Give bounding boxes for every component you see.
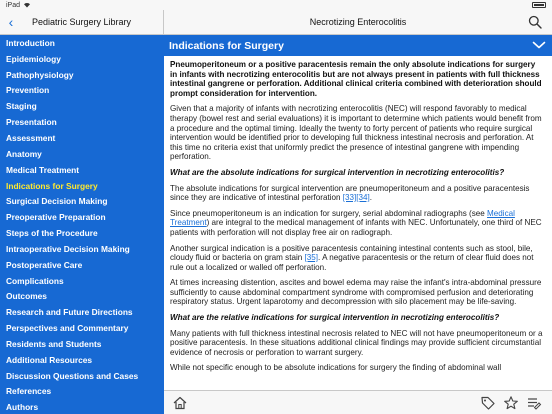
battery-icon <box>532 2 546 8</box>
paragraph-text: . <box>369 193 373 203</box>
section-header[interactable] <box>164 35 552 56</box>
status-right <box>532 2 546 8</box>
sidebar-item-preoperative-preparation[interactable]: Preoperative Preparation <box>6 212 106 223</box>
body-paragraph <box>170 244 544 273</box>
paragraph-text: ) are integral to the medical management of infants with NEC. Unfortunately, one third of NEC patients with perforation will not display free air on radiograph. <box>170 218 542 237</box>
article-content[interactable] <box>164 35 552 390</box>
sidebar-item-epidemiology[interactable]: Epidemiology <box>6 53 61 64</box>
sidebar-item-steps-of-the-procedure[interactable]: Steps of the Procedure <box>6 228 98 239</box>
device-label: iPad <box>6 1 21 9</box>
sidebar-item-postoperative-care[interactable]: Postoperative Care <box>6 259 83 270</box>
status-bar <box>0 0 552 10</box>
body-paragraph: At times increasing distention, ascites and bowel edema may raise the infant's intra-abdominal pressure sufficiently to cause abdominal compartment syndrome with compromised perfusion and deteriorating respiratory status. Urgent laparotomy and decompression with silo placement may be life-saving. <box>170 278 542 307</box>
body-paragraph: Given that a majority of infants with necrotizing enterocolitis (NEC) will respond favorably to medical therapy (bowel rest and serial evaluations) it is important to determine which patients would benefit from a procedure and the optimal timing. Ideally the twenty to forty percent of patients who require surgical intervention would be identified prior to developing full thickness intestinal necrosis and perforation. At this time no criteria exist that uniformly predict the presence of intestinal gangrene with impending perforation. <box>170 104 542 162</box>
sidebar-item-pathophysiology[interactable]: Pathophysiology <box>6 69 74 80</box>
sidebar-item-additional-resources[interactable]: Additional Resources <box>6 354 93 365</box>
body-paragraph <box>170 184 544 203</box>
sidebar-item-residents-and-students[interactable]: Residents and Students <box>6 338 102 349</box>
sidebar-item-assessment[interactable]: Assessment <box>6 132 56 143</box>
sidebar-item-medical-treatment[interactable]: Medical Treatment <box>6 164 80 175</box>
reference-link[interactable]: [34] <box>356 193 370 203</box>
section-title: Indications for Surgery <box>169 39 284 52</box>
paragraph-text: Since pneumoperitoneum is an indication for surgery, serial abdominal radiographs (see <box>170 208 488 218</box>
paragraph-text: Another surgical indication is a positive paracentesis containing intestinal contents such as stool, bile, cloudy fluid or bacteria on gram stain <box>170 243 533 263</box>
sidebar-item-presentation[interactable]: Presentation <box>6 117 57 128</box>
sidebar-item-staging[interactable]: Staging <box>6 101 37 112</box>
body-paragraph <box>170 209 544 238</box>
back-chevron-icon[interactable]: ‹ <box>8 14 14 30</box>
sidebar-item-introduction[interactable]: Introduction <box>6 37 55 48</box>
star-icon[interactable] <box>503 395 519 411</box>
bottom-toolbar <box>164 390 552 414</box>
body-paragraph: Many patients with full thickness intestinal necrosis related to NEC will not have pneumoperitoneum or a positive paracentesis. In these situations additional clinical findings may provide sufficient circumstantial evidence of necrosis or perforation to warrant surgery. <box>170 328 543 357</box>
library-title: Pediatric Surgery Library <box>31 17 132 27</box>
search-icon[interactable] <box>528 15 542 29</box>
home-icon[interactable] <box>172 395 188 411</box>
body-paragraph: While not specific enough to be absolute indications for surgery the finding of abdominal wall <box>170 363 502 373</box>
library-nav-bar <box>0 10 164 35</box>
tag-icon[interactable] <box>480 395 496 411</box>
sidebar-item-references[interactable]: References <box>6 386 52 397</box>
sidebar-item-research-and-future-directions[interactable]: Research and Future Directions <box>6 307 133 318</box>
article-nav-bar <box>164 10 552 35</box>
question-heading: What are the absolute indications for surgical intervention in necrotizing enterocolitis? <box>170 167 505 177</box>
sidebar-item-outcomes[interactable]: Outcomes <box>6 291 47 302</box>
sidebar-item-authors[interactable]: Authors <box>6 402 39 413</box>
article-body <box>164 56 552 373</box>
section-sidebar <box>0 35 164 414</box>
reference-link[interactable]: [33] <box>342 193 357 203</box>
status-left <box>6 2 31 9</box>
sidebar-item-surgical-decision-making[interactable]: Surgical Decision Making <box>6 196 108 207</box>
article-title: Necrotizing Enterocolitis <box>309 17 407 27</box>
sidebar-item-anatomy[interactable]: Anatomy <box>6 148 42 159</box>
chevron-down-icon[interactable] <box>532 40 546 50</box>
sidebar-item-perspectives-and-commentary[interactable]: Perspectives and Commentary <box>6 323 129 334</box>
summary-paragraph: Pneumoperitoneum or a positive paracentesis remain the only absolute indications for surgery in infants with necrotizing enterocolitis but are not always present in patients with full thickness intestinal gangrene or perforation. Additional clinical criteria combined with deterioration should prompt consideration for intervention. <box>170 60 542 98</box>
medical-treatment-link[interactable]: Medical Treatment <box>170 208 515 228</box>
sidebar-item-discussion-questions-and-cases[interactable]: Discussion Questions and Cases <box>6 370 139 381</box>
question-heading: What are the relative indications for surgical intervention in necrotizing enterocolitis? <box>170 313 500 323</box>
wifi-icon <box>23 2 31 8</box>
notes-icon[interactable] <box>526 395 542 411</box>
sidebar-item-indications-for-surgery[interactable]: Indications for Surgery <box>6 180 98 191</box>
paragraph-text: . A negative paracentesis or the return of clear fluid does not rule out a localized or walled off perforation. <box>170 253 534 272</box>
paragraph-text: The absolute indications for surgical intervention are pneumoperitoneum and a positive paracentesis since they are indicative of intestinal perforation <box>170 183 530 203</box>
reference-link[interactable]: [35] <box>304 253 319 263</box>
sidebar-item-prevention[interactable]: Prevention <box>6 85 50 96</box>
sidebar-item-intraoperative-decision-making[interactable]: Intraoperative Decision Making <box>6 243 130 254</box>
sidebar-item-complications[interactable]: Complications <box>6 275 64 286</box>
